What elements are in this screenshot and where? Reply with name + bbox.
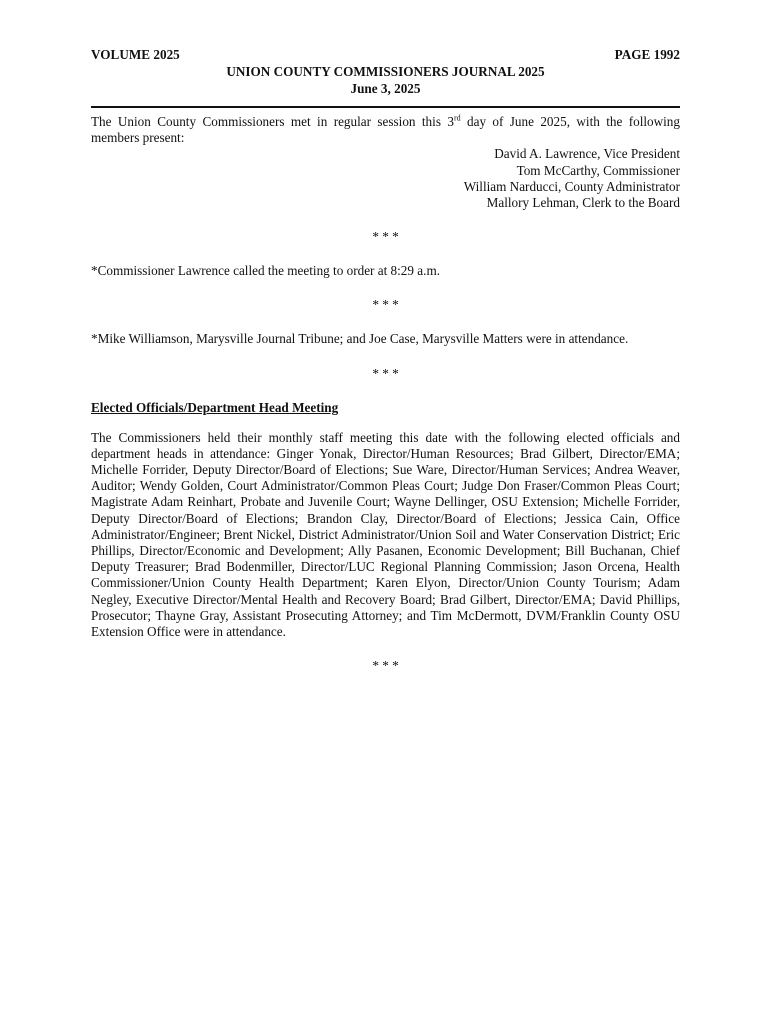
- page-number: PAGE 1992: [614, 47, 680, 62]
- members-list: [91, 146, 680, 211]
- journal-page: [91, 46, 680, 692]
- member-entry: David A. Lawrence, Vice President: [494, 146, 680, 162]
- member-entry: William Narducci, County Administrator: [463, 178, 680, 194]
- section-separator: * * *: [372, 658, 399, 674]
- journal-date: June 3, 2025: [350, 81, 421, 96]
- intro-text-end: day of June 2025, with the following members present:: [91, 114, 680, 146]
- volume-label: VOLUME 2025: [91, 47, 180, 62]
- intro-text-start: The Union County Commissioners met in regular session this 3: [91, 114, 454, 129]
- section-separator: * * *: [372, 365, 399, 381]
- header-divider: [91, 106, 680, 108]
- ordinal-suffix: rd: [453, 113, 461, 123]
- section-separator: * * *: [372, 297, 399, 313]
- section-heading: Elected Officials/Department Head Meeting: [91, 399, 339, 415]
- journal-title: UNION COUNTY COMMISSIONERS JOURNAL 2025: [226, 64, 545, 79]
- member-entry: Tom McCarthy, Commissioner: [516, 162, 680, 178]
- section-separator: * * *: [372, 229, 399, 245]
- member-entry: Mallory Lehman, Clerk to the Board: [486, 195, 680, 211]
- page-header: [91, 46, 680, 63]
- call-to-order-text: *Commissioner Lawrence called the meeting to order at 8:29 a.m.: [91, 263, 440, 279]
- attendance-text: *Mike Williamson, Marysville Journal Tribune; and Joe Case, Marysville Matters were in attendance.: [91, 331, 629, 347]
- staff-meeting-paragraph: The Commissioners held their monthly staff meeting this date with the following elected officials and department heads in attendance: Ginger Yonak, Director/Human Resources; Brad Gilbert, Director/EMA; Michelle Forrider, Deputy Director/Board of Elections; Sue Ware, Director/Human Services; Andrea Weaver, Auditor; Wendy Golden, Court Administrator/Common Pleas Court; Judge Don Fraser/Common Pleas Court; Magistrate Adam Reinhart, Probate and Juvenile Court; Wayne Dellinger, OSU Extension; Michelle Forrider, Deputy Director/Board of Elections; Brandon Clay, Director/Board of Elections; Jessica Cain, Office Administrator/Engineer; Brent Nickel, District Administrator/Union Soil and Water Conservation District; Eric Phillips, Director/Economic and Development; Ally Pasanen, Economic Development; Bill Buchanan, Chief Deputy Treasurer; Brad Bodenmiller, Director/LUC Regional Planning Commission; Jason Orcena, Health Commissioner/Union County Health Department; Karen Elyon, Director/Union County Tourism; Adam Negley, Executive Director/Mental Health and Recovery Board; Brad Gilbert, Director/EMA; David Phillips, Prosecutor; Thayne Gray, Assistant Prosecuting Attorney; and Tim McDermott, DVM/Franklin County OSU Extension Office were in attendance.: [91, 429, 680, 640]
- intro-paragraph: [91, 114, 680, 146]
